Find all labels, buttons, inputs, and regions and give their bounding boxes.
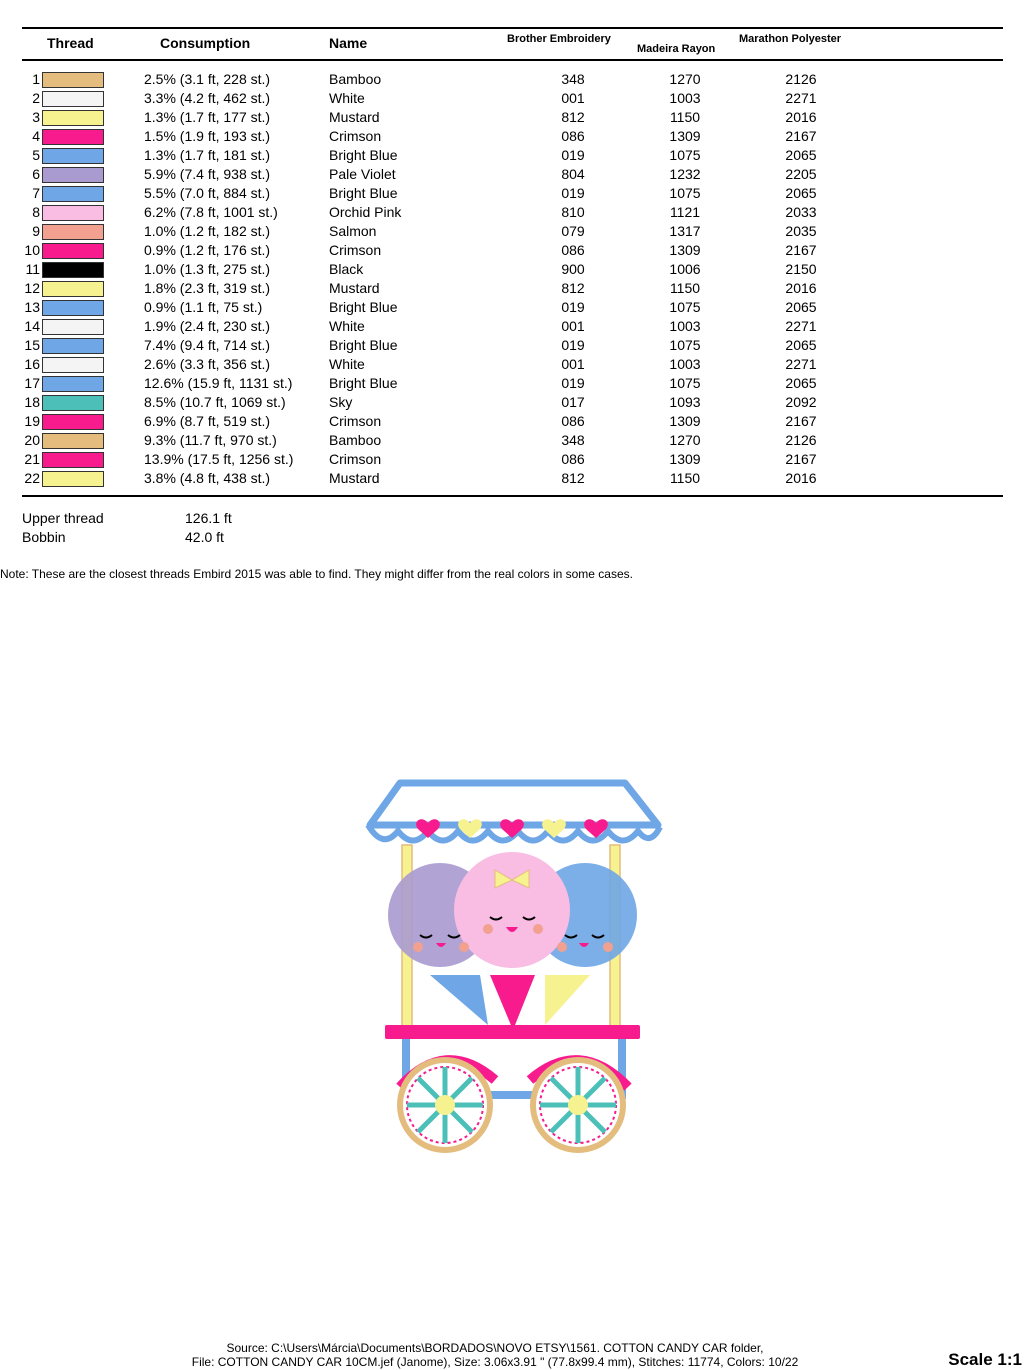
left-wheel [400,1060,495,1150]
madeira-code: 1075 [669,375,701,391]
thread-swatch [42,471,104,487]
thread-consumption: 3.3% (4.2 ft, 462 st.) [144,90,271,106]
thread-name: Bright Blue [329,337,398,353]
table-bottom-rule [22,495,1003,497]
thread-name: Salmon [329,223,377,239]
thread-consumption: 9.3% (11.7 ft, 970 st.) [144,432,277,448]
thread-consumption: 12.6% (15.9 ft, 1131 st.) [144,375,293,391]
header-name: Name [329,35,368,51]
marathon-code: 2065 [785,185,817,201]
thread-name: White [329,356,365,372]
brother-code: 348 [561,432,585,448]
brother-code: 812 [561,280,585,296]
embroidery-design-preview [360,775,665,1165]
brother-code: 086 [561,413,585,429]
thread-swatch [42,395,104,411]
marathon-code: 2065 [785,147,817,163]
thread-swatch [42,338,104,354]
thread-swatch [42,148,104,164]
thread-swatch [42,186,104,202]
madeira-code: 1309 [669,413,701,429]
table-row [0,89,1024,108]
thread-swatch [42,110,104,126]
thread-name: Bright Blue [329,299,398,315]
thread-name: White [329,90,365,106]
table-row [0,412,1024,431]
madeira-code: 1006 [669,261,701,277]
madeira-code: 1075 [669,147,701,163]
thread-swatch [42,433,104,449]
brother-code: 019 [561,147,585,163]
thread-number: 16 [24,356,40,372]
table-row [0,203,1024,222]
madeira-code: 1003 [669,90,701,106]
thread-name: Crimson [329,242,382,258]
madeira-code: 1309 [669,451,701,467]
left-cone [430,975,488,1025]
header-marathon: Marathon Polyester [739,33,842,45]
thread-number: 9 [32,223,40,239]
brother-code: 019 [561,337,585,353]
marathon-code: 2271 [785,356,817,372]
bobbin-label: Bobbin [22,529,66,545]
marathon-code: 2271 [785,318,817,334]
header-brother: Brother Embroidery [507,33,611,45]
thread-consumption: 1.0% (1.2 ft, 182 st.) [144,223,271,239]
thread-swatch [42,414,104,430]
brother-code: 019 [561,185,585,201]
madeira-code: 1093 [669,394,701,410]
thread-consumption: 6.9% (8.7 ft, 519 st.) [144,413,271,429]
thread-name: Crimson [329,413,382,429]
footer-file-info: File: COTTON CANDY CAR 10CM.jef (Janome), Size: 3.06x3.91 " (77.8x99.4 mm), Stitches: 11774, Colors: 10/22 [191,1355,799,1369]
marathon-code: 2150 [785,261,817,277]
thread-swatch [42,281,104,297]
cart-counter [385,1025,640,1039]
thread-name: Sky [329,394,353,410]
brother-code: 001 [561,356,585,372]
table-row [0,469,1024,488]
thread-consumption: 1.9% (2.4 ft, 230 st.) [144,318,271,334]
madeira-code: 1270 [669,71,701,87]
thread-swatch [42,72,104,88]
thread-consumption: 0.9% (1.2 ft, 176 st.) [144,242,271,258]
thread-consumption: 5.5% (7.0 ft, 884 st.) [144,185,271,201]
table-row [0,450,1024,469]
thread-number: 6 [32,166,40,182]
header-madeira: Madeira Rayon [637,43,716,55]
thread-name: Orchid Pink [329,204,402,220]
brother-code: 810 [561,204,585,220]
table-row [0,127,1024,146]
brother-code: 079 [561,223,585,239]
thread-swatch [42,376,104,392]
thread-number: 11 [25,261,40,277]
upper-thread-label: Upper thread [22,510,104,526]
brother-code: 001 [561,90,585,106]
madeira-code: 1003 [669,318,701,334]
brother-code: 017 [561,394,585,410]
thread-consumption: 2.5% (3.1 ft, 228 st.) [144,71,271,87]
thread-name: Mustard [329,280,380,296]
thread-name: Bright Blue [329,147,398,163]
footer-source: Source: C:\Users\Márcia\Documents\BORDADOS\NOVO ETSY\1561. COTTON CANDY CAR folder, [226,1341,764,1355]
thread-number: 12 [24,280,40,296]
thread-name: Mustard [329,470,380,486]
thread-number: 15 [24,337,40,353]
thread-number: 5 [32,147,40,163]
madeira-code: 1003 [669,356,701,372]
thread-number: 17 [24,375,40,391]
brother-code: 086 [561,451,585,467]
thread-swatch [42,357,104,373]
marathon-code: 2035 [785,223,817,239]
right-wheel [530,1060,628,1150]
marathon-code: 2167 [785,242,817,258]
thread-name: Mustard [329,109,380,125]
marathon-code: 2016 [785,470,817,486]
thread-name: Pale Violet [329,166,396,182]
madeira-code: 1121 [669,204,701,220]
brother-code: 812 [561,470,585,486]
thread-swatch [42,167,104,183]
thread-name: Bamboo [329,71,382,87]
thread-number: 13 [24,299,40,315]
madeira-code: 1270 [669,432,701,448]
madeira-code: 1317 [669,223,701,239]
header-thread: Thread [47,35,94,51]
table-row [0,222,1024,241]
marathon-code: 2092 [785,394,817,410]
thread-swatch [42,243,104,259]
thread-consumption: 6.2% (7.8 ft, 1001 st.) [144,204,278,220]
header-consumption: Consumption [160,35,251,51]
thread-name: Black [329,261,364,277]
madeira-code: 1150 [669,470,701,486]
marathon-code: 2065 [785,337,817,353]
marathon-code: 2167 [785,451,817,467]
table-row [0,260,1024,279]
table-header-rule [22,59,1003,61]
brother-code: 900 [561,261,585,277]
thread-swatch [42,205,104,221]
thread-consumption: 5.9% (7.4 ft, 938 st.) [144,166,271,182]
thread-consumption: 1.5% (1.9 ft, 193 st.) [144,128,271,144]
brother-code: 019 [561,375,585,391]
pink-cotton-candy [454,852,570,968]
table-row [0,336,1024,355]
thread-name: Crimson [329,128,382,144]
table-row [0,279,1024,298]
brother-code: 348 [561,71,585,87]
thread-consumption: 1.0% (1.3 ft, 275 st.) [144,261,271,277]
thread-name: Bamboo [329,432,382,448]
right-cone [545,975,590,1025]
table-top-rule [22,27,1003,29]
table-row [0,355,1024,374]
marathon-code: 2016 [785,280,817,296]
table-row [0,393,1024,412]
brother-code: 804 [561,166,585,182]
madeira-code: 1150 [669,280,701,296]
thread-consumption: 1.3% (1.7 ft, 177 st.) [144,109,271,125]
closest-threads-note: Note: These are the closest threads Embird 2015 was able to find. They might differ from the real colors in some cases. [0,567,633,581]
thread-name: Bright Blue [329,185,398,201]
marathon-code: 2065 [785,299,817,315]
thread-swatch [42,300,104,316]
madeira-code: 1075 [669,337,701,353]
thread-swatch [42,319,104,335]
thread-number: 7 [32,185,40,201]
marathon-code: 2065 [785,375,817,391]
thread-number: 20 [24,432,40,448]
thread-consumption: 13.9% (17.5 ft, 1256 st.) [144,451,294,467]
thread-number: 22 [24,470,40,486]
table-row [0,374,1024,393]
thread-number: 19 [24,413,40,429]
thread-consumption: 3.8% (4.8 ft, 438 st.) [144,470,271,486]
middle-cone [490,975,535,1030]
table-row [0,184,1024,203]
thread-number: 2 [32,90,40,106]
bobbin-value: 42.0 ft [185,529,224,545]
table-row [0,241,1024,260]
upper-thread-value: 126.1 ft [185,510,232,526]
madeira-code: 1150 [669,109,701,125]
thread-number: 1 [32,71,40,87]
marathon-code: 2126 [785,71,817,87]
thread-swatch [42,452,104,468]
madeira-code: 1232 [669,166,701,182]
marathon-code: 2126 [785,432,817,448]
brother-code: 019 [561,299,585,315]
thread-consumption: 7.4% (9.4 ft, 714 st.) [144,337,271,353]
canopy-roof [370,783,658,825]
thread-number: 8 [32,204,40,220]
marathon-code: 2033 [785,204,817,220]
thread-number: 14 [24,318,40,334]
thread-number: 4 [32,128,40,144]
marathon-code: 2016 [785,109,817,125]
thread-swatch [42,129,104,145]
table-row [0,431,1024,450]
madeira-code: 1075 [669,185,701,201]
thread-swatch [42,224,104,240]
thread-swatch [42,262,104,278]
thread-number: 21 [24,451,40,467]
thread-name: Crimson [329,451,382,467]
brother-code: 812 [561,109,585,125]
thread-name: White [329,318,365,334]
table-row [0,70,1024,89]
marathon-code: 2167 [785,413,817,429]
table-row [0,165,1024,184]
table-row [0,108,1024,127]
brother-code: 086 [561,128,585,144]
madeira-code: 1309 [669,242,701,258]
thread-consumption: 1.3% (1.7 ft, 181 st.) [144,147,271,163]
marathon-code: 2167 [785,128,817,144]
scale-label: Scale 1:1 [948,1350,1022,1369]
marathon-code: 2271 [785,90,817,106]
thread-swatch [42,91,104,107]
table-row [0,146,1024,165]
madeira-code: 1309 [669,128,701,144]
brother-code: 001 [561,318,585,334]
thread-consumption: 1.8% (2.3 ft, 319 st.) [144,280,271,296]
marathon-code: 2205 [785,166,817,182]
thread-consumption: 8.5% (10.7 ft, 1069 st.) [144,394,286,410]
table-row [0,298,1024,317]
brother-code: 086 [561,242,585,258]
thread-consumption: 2.6% (3.3 ft, 356 st.) [144,356,271,372]
thread-number: 10 [24,242,40,258]
madeira-code: 1075 [669,299,701,315]
thread-consumption: 0.9% (1.1 ft, 75 st.) [144,299,263,315]
thread-name: Bright Blue [329,375,398,391]
thread-number: 3 [32,109,40,125]
table-row [0,317,1024,336]
thread-number: 18 [24,394,40,410]
